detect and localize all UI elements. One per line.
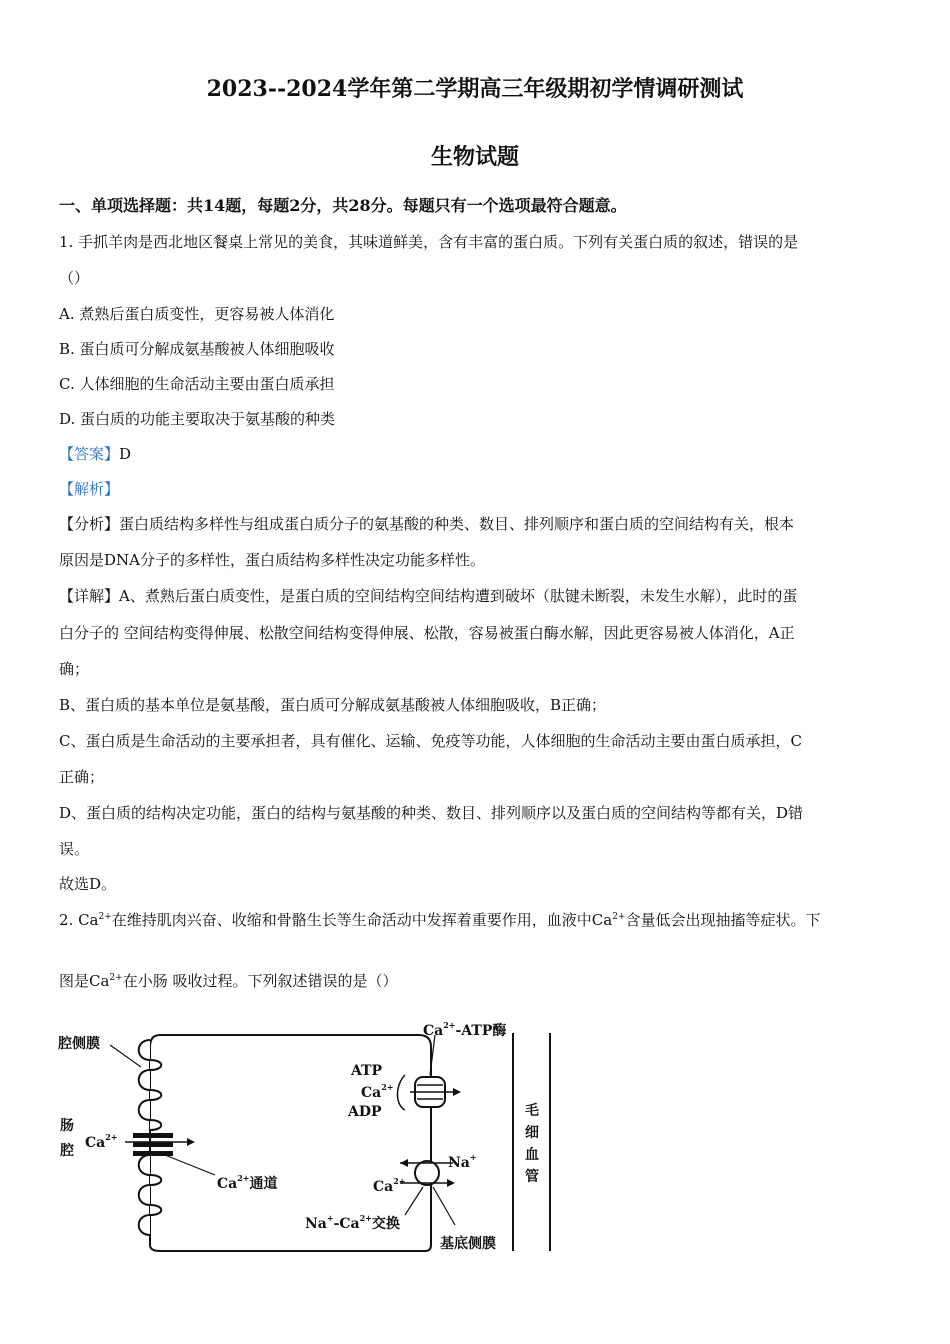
fenxi-text: 蛋白质结构多样性与组成蛋白质分子的氨基酸的种类、数目、排列顺序和蛋白质的空间结构有关，根本 — [119, 515, 795, 533]
label-ca-atpase: $Ca^{2+}$-ATP酶 — [423, 1020, 507, 1039]
explain-c-line1: C、蛋白质是生命活动的主要承担者，具有催化、运输、免疫等功能，人体细胞的生命活动主要由蛋白质承担，C — [59, 732, 802, 750]
label-capillary-2: 细 — [525, 1125, 539, 1141]
xiangjie-line2: 白分子的 空间结构变得伸展、松散空间结构变得伸展、松散，容易被蛋白酶水解，因此更容易被人体消化，A正 — [59, 624, 795, 642]
xiangjie-text: A、煮熟后蛋白质变性，是蛋白质的空间结构空间结构遭到破坏（肽键未断裂，未发生水解），此时的蛋 — [119, 587, 798, 605]
label-adp: ADP — [348, 1104, 382, 1120]
q1-stem-line2: （） — [59, 269, 90, 287]
q1-option-d: D. 蛋白质的功能主要取决于氨基酸的种类 — [59, 410, 336, 428]
label-ca-pump: $Ca^{2+}$ — [361, 1082, 394, 1101]
label-ca-channel: $Ca^{2+}$通道 — [217, 1173, 278, 1192]
ca-atpase-pump — [398, 1035, 462, 1110]
section-heading: 一、单项选择题：共14题，每题2分，共28分。每题只有一个选项最符合题意。 — [59, 196, 627, 215]
q1-option-b: B. 蛋白质可分解成氨基酸被人体细胞吸收 — [59, 340, 335, 358]
q2-text: 在小肠 吸收过程。下列叙述错误的是（） — [122, 972, 398, 990]
label-lumen-membrane: 腔侧膜 — [58, 1036, 100, 1052]
label-basolateral: 基底侧膜 — [440, 1236, 496, 1252]
fenxi-line2: 原因是DNA分子的多样性，蛋白质结构多样性决定功能多样性。 — [59, 551, 485, 569]
label-intestine-2: 腔 — [60, 1143, 74, 1159]
explain-d-line2: 误。 — [59, 840, 90, 858]
answer-tag: 【答案】 — [59, 445, 120, 463]
q2-text: 含量低会出现抽搐等症状。下 — [625, 911, 821, 929]
calcium-absorption-diagram — [55, 1015, 575, 1265]
q2-stem-line2 — [59, 971, 397, 991]
xiangjie-line1 — [59, 586, 797, 606]
superscript: 2+ — [612, 912, 626, 922]
label-intestine-1: 肠 — [60, 1118, 74, 1134]
xiangjie-line3: 确； — [59, 660, 90, 678]
explain-c-line2: 正确； — [59, 768, 105, 786]
label-atp: ATP — [351, 1063, 383, 1079]
ca-channel — [125, 1133, 195, 1156]
q2-text: 图是Ca — [59, 972, 110, 990]
analysis-tag: 【解析】 — [59, 480, 120, 498]
q1-stem-line1: 1. 手抓羊肉是西北地区餐桌上常见的美食，其味道鲜美，含有丰富的蛋白质。下列有关蛋白质的叙述，错误的是 — [59, 233, 799, 251]
explain-b: B、蛋白质的基本单位是氨基酸，蛋白质可分解成氨基酸被人体细胞吸收，B正确； — [59, 696, 607, 714]
q2-text: 2. Ca — [59, 911, 99, 929]
q1-option-a: A. 煮熟后蛋白质变性，更容易被人体消化 — [59, 305, 335, 323]
q1-option-c: C. 人体细胞的生命活动主要由蛋白质承担 — [59, 375, 335, 393]
explain-d-line1: D、蛋白质的结构决定功能，蛋白的结构与氨基酸的种类、数目、排列顺序以及蛋白质的空间结构等都有关，D错 — [59, 804, 804, 822]
fenxi-line1 — [59, 514, 794, 534]
leader-lumen-membrane — [110, 1045, 141, 1067]
document-title: 2023--2024学年第二学期高三年级期初学情调研测试 — [206, 76, 744, 102]
leader-ca-channel — [165, 1155, 215, 1175]
na-ca-exchanger — [400, 1159, 455, 1225]
conclusion: 故选D。 — [59, 875, 117, 893]
label-ca-lumen: $Ca^{2+}$ — [85, 1132, 118, 1151]
q2-stem-line1 — [59, 910, 821, 930]
q2-text: 在维持肌肉兴奋、收缩和骨骼生长等生命活动中发挥着重要作用，血液中Ca — [111, 911, 613, 929]
label-ca-exchange: $Ca^{2+}$ — [373, 1176, 406, 1195]
answer-value: D — [119, 445, 132, 463]
q1-answer — [59, 444, 131, 464]
label-capillary-4: 管 — [525, 1169, 539, 1185]
document-subtitle: 生物试题 — [430, 144, 519, 170]
label-na-ca-exchange: $Na^+-Ca^{2+}$交换 — [305, 1213, 400, 1232]
superscript: 2+ — [109, 973, 123, 983]
xiangjie-tag: 【详解】 — [59, 587, 120, 605]
fenxi-tag: 【分析】 — [59, 515, 120, 533]
label-capillary-1: 毛 — [525, 1103, 539, 1119]
superscript: 2+ — [98, 912, 112, 922]
label-na: Na+ — [448, 1152, 477, 1171]
label-capillary-3: 血 — [525, 1147, 539, 1163]
